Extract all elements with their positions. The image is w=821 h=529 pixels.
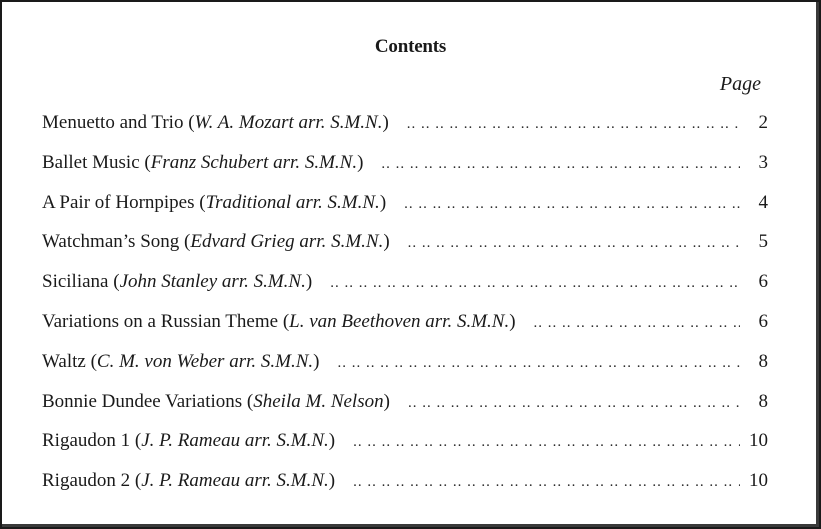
dot-leader: [337, 355, 740, 372]
entry-page-number: 8: [758, 390, 768, 412]
dot-leader: [408, 235, 740, 252]
entry-title: Rigaudon 1: [42, 430, 131, 452]
page-title: Contents: [374, 36, 447, 57]
entry-composer: W. A. Mozart arr. S.M.N.: [194, 112, 383, 133]
dot-leader: [330, 275, 740, 292]
dot-leader: [381, 156, 740, 173]
entry-label: Watchman’s Song (Edvard Grieg arr. S.M.N.): [42, 231, 390, 253]
entry-page-number: 3: [758, 151, 768, 173]
entry-label: Rigaudon 1 (J. P. Rameau arr. S.M.N.): [42, 430, 336, 452]
entry-page-number: 8: [758, 350, 768, 372]
entry-page-number: 2: [758, 112, 768, 133]
contents-entry: [42, 311, 768, 351]
entry-title: Bonnie Dundee Variations: [42, 390, 243, 412]
entry-composer: Edvard Grieg arr. S.M.N.: [190, 231, 384, 253]
entry-page-number: 5: [758, 231, 768, 253]
entry-page-number: 6: [758, 310, 768, 332]
entry-label: Waltz (C. M. von Weber arr. S.M.N.): [42, 350, 320, 372]
entry-label: Bonnie Dundee Variations (Sheila M. Nelson): [42, 390, 390, 412]
entry-composer: John Stanley arr. S.M.N.: [119, 271, 306, 293]
page-column-header: Page: [719, 73, 761, 95]
dot-leader: [404, 196, 740, 213]
entry-title: Menuetto and Trio: [42, 112, 184, 133]
entry-title: Siciliana: [42, 271, 109, 293]
dot-leader: [353, 474, 740, 491]
entry-label: Menuetto and Trio (W. A. Mozart arr. S.M.N.): [42, 112, 389, 133]
entry-label: Rigaudon 2 (J. P. Rameau arr. S.M.N.): [42, 470, 336, 492]
contents-entry: [42, 152, 768, 192]
dot-leader: [408, 395, 740, 412]
dot-leader: [534, 315, 740, 332]
entry-title: Waltz: [42, 350, 86, 372]
entry-title: Rigaudon 2: [42, 470, 131, 492]
entry-page-number: 10: [749, 430, 768, 452]
entry-composer: L. van Beethoven arr. S.M.N.: [289, 310, 510, 332]
contents-list: [42, 112, 768, 510]
contents-entry: [42, 112, 768, 152]
entry-composer: C. M. von Weber arr. S.M.N.: [96, 350, 314, 372]
contents-entry: [42, 470, 768, 510]
entry-title: Variations on a Russian Theme: [42, 310, 279, 332]
contents-entry: [42, 271, 768, 311]
dot-leader: [353, 434, 740, 451]
dot-leader: [407, 116, 740, 133]
entry-label: Siciliana (John Stanley arr. S.M.N.): [42, 271, 313, 293]
entry-composer: Traditional arr. S.M.N.: [205, 191, 380, 213]
entry-composer: Sheila M. Nelson: [253, 390, 384, 412]
entry-composer: Franz Schubert arr. S.M.N.: [150, 151, 358, 173]
entry-page-number: 4: [758, 191, 768, 213]
contents-entry: [42, 192, 768, 232]
entry-label: A Pair of Hornpipes (Traditional arr. S.M.N.): [42, 191, 387, 213]
entry-page-number: 10: [749, 470, 768, 492]
entry-label: Variations on a Russian Theme (L. van Beethoven arr. S.M.N.): [42, 310, 516, 332]
entry-label: Ballet Music (Franz Schubert arr. S.M.N.): [42, 151, 364, 173]
entry-page-number: 6: [758, 271, 768, 293]
entry-composer: J. P. Rameau arr. S.M.N.: [141, 430, 329, 452]
contents-entry: [42, 430, 768, 470]
contents-entry: [42, 351, 768, 391]
contents-entry: [42, 391, 768, 431]
entry-composer: J. P. Rameau arr. S.M.N.: [141, 470, 329, 492]
entry-title: A Pair of Hornpipes: [42, 191, 195, 213]
entry-title: Watchman’s Song: [42, 231, 180, 253]
contents-entry: [42, 231, 768, 271]
entry-title: Ballet Music: [42, 151, 140, 173]
